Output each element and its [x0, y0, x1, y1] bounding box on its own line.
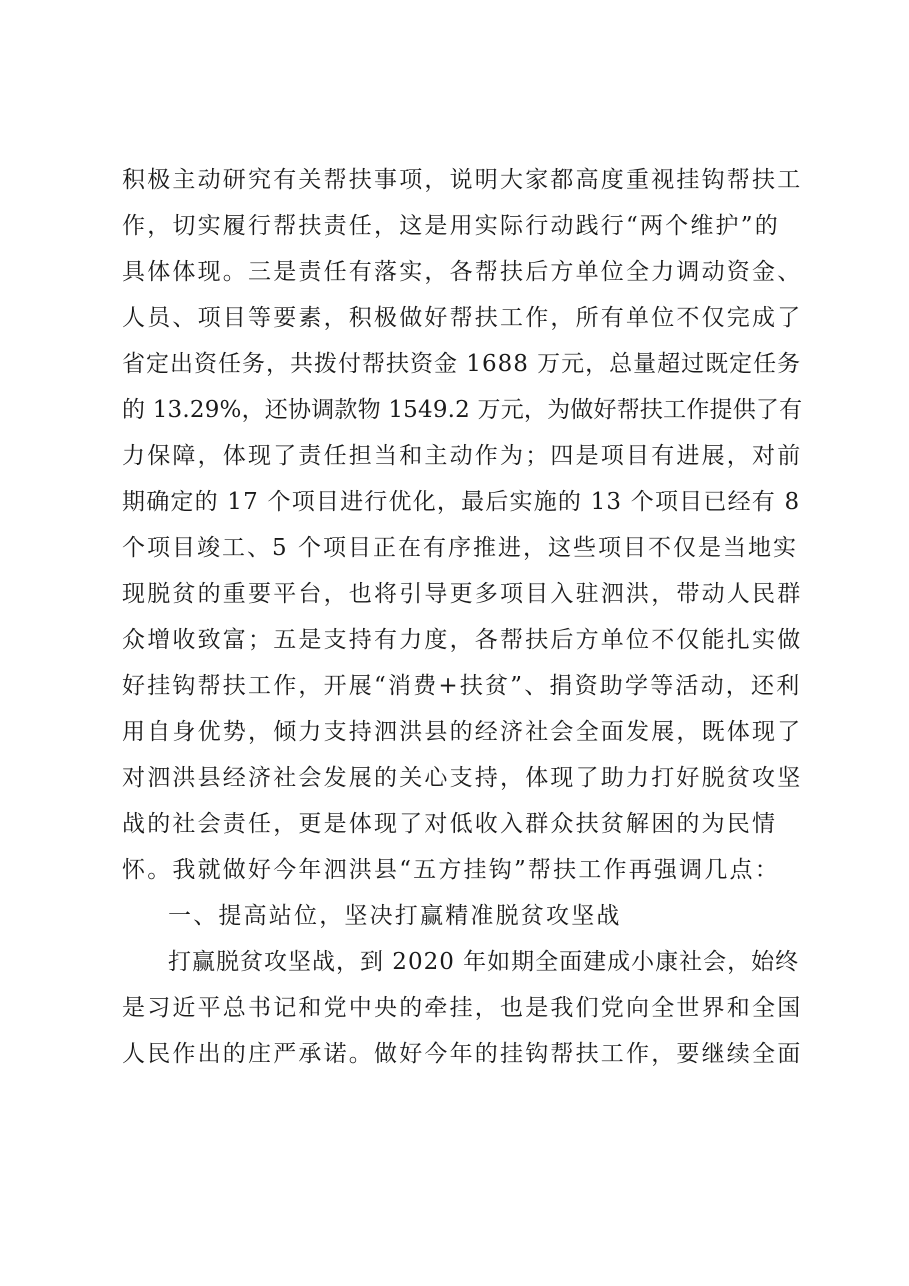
text-line: 省定出资任务，共拨付帮扶资金 1688 万元，总量超过既定任务 [122, 351, 802, 377]
text-line: 怀。我就做好今年泗洪县“五方挂钩”帮扶工作再强调几点： [122, 857, 780, 883]
text-line: 好挂钩帮扶工作，开展“消费+扶贫”、捐资助学等活动，还利 [122, 673, 802, 699]
text-line: 期确定的 17 个项目进行优化，最后实施的 13 个项目已经有 8 [122, 489, 801, 515]
text-line: 积极主动研究有关帮扶事项，说明大家都高度重视挂钩帮扶工 [122, 167, 803, 193]
text-line: 打赢脱贫攻坚战，到 2020 年如期全面建成小康社会，始终 [168, 949, 800, 975]
text-line: 人员、项目等要素，积极做好帮扶工作，所有单位不仅完成了 [122, 305, 803, 331]
text-line: 是习近平总书记和党中央的牵挂，也是我们党向全世界和全国 [122, 995, 803, 1021]
text-line: 现脱贫的重要平台，也将引导更多项目入驻泗洪，带动人民群 [122, 581, 803, 607]
text-line: 个项目竣工、5 个项目正在有序推进，这些项目不仅是当地实 [122, 535, 798, 561]
text-line: 战的社会责任，更是体现了对低收入群众扶贫解困的为民情 [122, 811, 778, 837]
text-line: 作，切实履行帮扶责任，这是用实际行动践行“两个维护”的 [122, 213, 780, 239]
text-line: 人民作出的庄严承诺。做好今年的挂钩帮扶工作，要继续全面 [122, 1041, 803, 1067]
text-line: 力保障，体现了责任担当和主动作为；四是项目有进展，对前 [122, 443, 803, 469]
text-line: 的 13.29%，还协调款物 1549.2 万元，为做好帮扶工作提供了有 [122, 397, 803, 423]
text-line: 众增收致富；五是支持有力度，各帮扶后方单位不仅能扎实做 [122, 627, 803, 653]
section-heading: 一、提高站位，坚决打赢精准脱贫攻坚战 [168, 903, 622, 929]
text-line: 对泗洪县经济社会发展的关心支持，体现了助力打好脱贫攻坚 [122, 765, 803, 791]
text-line: 具体体现。三是责任有落实，各帮扶后方单位全力调动资金、 [122, 259, 803, 285]
text-line: 用自身优势，倾力支持泗洪县的经济社会全面发展，既体现了 [122, 719, 803, 745]
